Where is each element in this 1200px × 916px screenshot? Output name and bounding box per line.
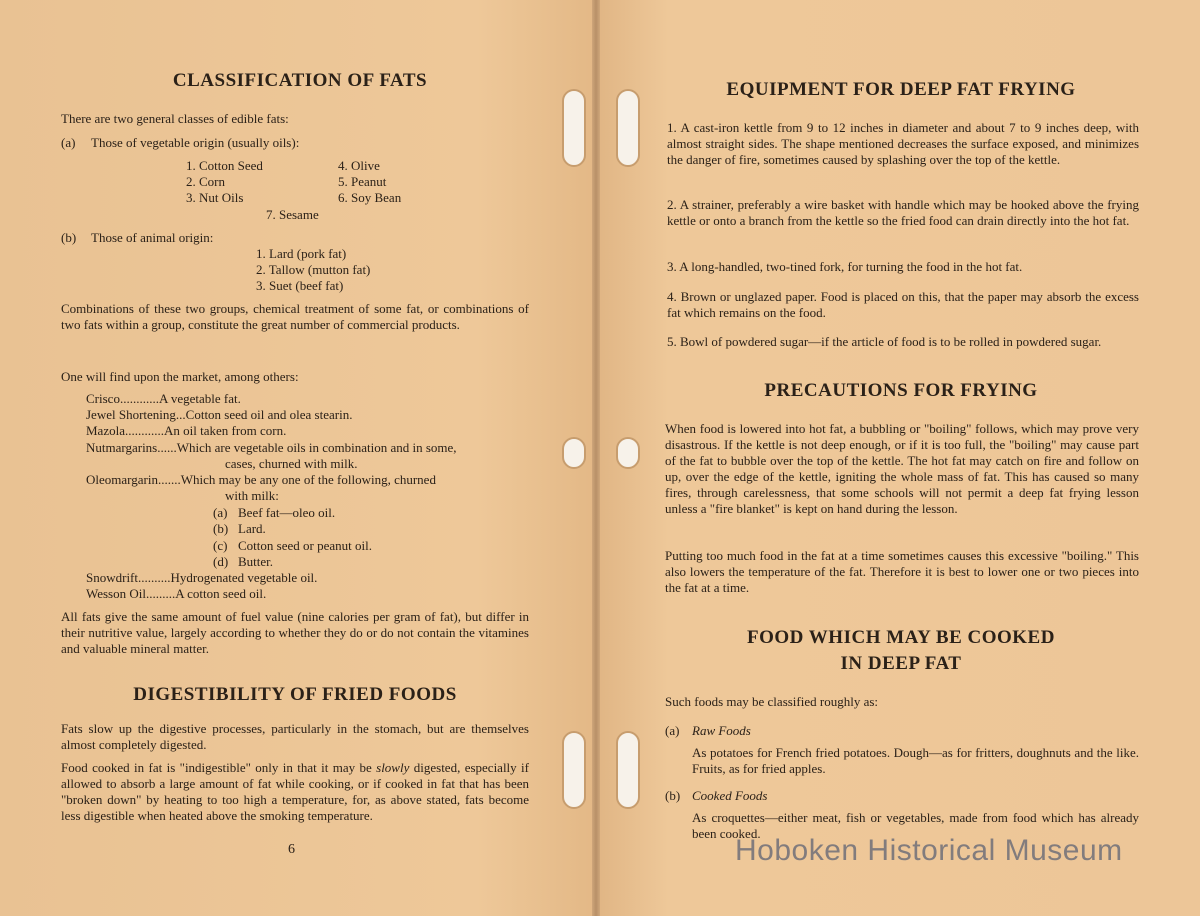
- left-page: [0, 0, 596, 916]
- product-desc-cont: cases, churned with milk.: [225, 456, 358, 471]
- class-b-label: (b): [61, 230, 77, 245]
- class-a-label: (a): [61, 135, 76, 150]
- product-dots: .........: [145, 586, 176, 601]
- product-desc: Cotton seed oil and olea stearin.: [185, 407, 353, 422]
- product-desc: Which are vegetable oils in combination and in some,: [176, 440, 457, 455]
- digestibility-paragraph-2: [61, 760, 529, 824]
- product-name: Nutmargarins: [86, 440, 158, 455]
- right-page: [596, 0, 1200, 916]
- veg-item: 3. Nut Oils: [186, 190, 244, 205]
- animal-item: 1. Lard (pork fat): [256, 246, 347, 261]
- fuel-value-paragraph: All fats give the same amount of fuel value (nine calories per gram of fat), but differ in their nutritive value, largely according to whether they do or do not contain the vitamines and valuable mineral matter.: [61, 609, 529, 656]
- digestibility-heading: DIGESTIBILITY OF FRIED FOODS: [133, 684, 457, 705]
- product-desc: A cotton seed oil.: [175, 586, 267, 601]
- equipment-item-1: 1. A cast-iron kettle from 9 to 12 inches in diameter and about 7 to 9 inches deep, with almost straight sides. The shape mentioned decreases the surface exposed, and minimizes the danger of fire, sometimes caused by splashing over the top of the kettle.: [667, 120, 1139, 167]
- binding-hole: [562, 731, 586, 809]
- product-dots: .......: [157, 472, 181, 487]
- page-number: 6: [288, 842, 295, 857]
- binding-hole: [616, 731, 640, 809]
- veg-item: 4. Olive: [338, 158, 380, 173]
- product-desc: An oil taken from corn.: [163, 423, 287, 438]
- precautions-paragraph-2: Putting too much food in the fat at a time sometimes causes this excessive "boiling." This also lowers the temperature of the fat. Therefore it is best to lower one or two pieces into the fat at a time.: [665, 548, 1139, 595]
- oleo-text: Butter.: [238, 554, 274, 569]
- veg-item: 2. Corn: [186, 174, 225, 189]
- class-a-text: Those of vegetable origin (usually oils):: [91, 135, 300, 150]
- product-name: Jewel Shortening: [86, 407, 176, 422]
- product-desc: Which may be any one of the following, churned: [180, 472, 436, 487]
- food-heading-line-2: IN DEEP FAT: [840, 653, 962, 674]
- equipment-item-5: 5. Bowl of powdered sugar—if the article of food is to be rolled in powdered sugar.: [667, 334, 1102, 349]
- equipment-heading: EQUIPMENT FOR DEEP FAT FRYING: [726, 79, 1076, 100]
- dig2-emphasis: slowly: [376, 760, 410, 775]
- precautions-heading: PRECAUTIONS FOR FRYING: [764, 380, 1038, 401]
- precautions-paragraph-1: When food is lowered into hot fat, a bubbling or "boiling" follows, which may prove very disastrous. If the kettle is not deep enough, or if it is too full, the "boiling" may cause part of the fat to bubble over the top of the kettle. The hot fat may catch on fire and follow on up, over the edge of the kettle, igniting the whole mass of fat. This has caused so many fires, through carelessness, that some schools will not permit a deep fat frying lesson unless a "fire blanket" is kept on hand during the lesson.: [665, 421, 1139, 516]
- oleo-label: (d): [213, 554, 229, 569]
- combinations-paragraph: Combinations of these two groups, chemical treatment of some fat, or combinations of two fats within a group, constitute the great number of commercial products.: [61, 301, 529, 332]
- veg-item: 5. Peanut: [338, 174, 387, 189]
- binding-hole: [616, 89, 640, 167]
- product-row: [86, 586, 266, 602]
- product-dots: ......: [157, 440, 177, 455]
- oleo-label: (c): [213, 538, 228, 553]
- raw-foods-text: As potatoes for French fried potatoes. Dough—as for fritters, doughnuts and the like. Fruits, as for fried apples.: [692, 745, 1139, 776]
- equipment-item-4: 4. Brown or unglazed paper. Food is placed on this, that the paper may absorb the excess fat which remains on the food.: [667, 289, 1139, 320]
- market-intro: One will find upon the market, among others:: [61, 369, 299, 384]
- product-dots: ............: [119, 391, 159, 406]
- intro-text: There are two general classes of edible fats:: [61, 111, 289, 126]
- product-name: Crisco: [86, 391, 120, 406]
- binding-hole: [616, 437, 640, 469]
- product-name: Mazola: [86, 423, 125, 438]
- oleo-label: (a): [213, 505, 228, 520]
- oleo-text: Lard.: [238, 521, 266, 536]
- cooked-foods-title: Cooked Foods: [692, 788, 768, 803]
- product-row: [86, 407, 352, 423]
- product-row: [86, 570, 317, 586]
- dig2-part-a: Food cooked in fat is "indigestible" only in that it may be: [61, 760, 377, 775]
- veg-item: 7. Sesame: [266, 207, 319, 222]
- product-row: [86, 391, 241, 407]
- product-dots: ............: [124, 423, 164, 438]
- equipment-item-3: 3. A long-handled, two-tined fork, for turning the food in the hot fat.: [667, 259, 1023, 274]
- digestibility-paragraph-1: Fats slow up the digestive processes, particularly in the stomach, but are themselves almost completely digested.: [61, 721, 529, 752]
- product-dots: ...: [175, 407, 186, 422]
- product-name: Snowdrift: [86, 570, 138, 585]
- raw-foods-title: Raw Foods: [692, 723, 751, 738]
- product-desc-cont: with milk:: [225, 488, 279, 503]
- product-row: [86, 440, 457, 456]
- product-dots: ..........: [138, 570, 171, 585]
- animal-item: 2. Tallow (mutton fat): [256, 262, 371, 277]
- classification-heading: CLASSIFICATION OF FATS: [172, 70, 428, 91]
- binding-hole: [562, 437, 586, 469]
- product-name: Oleomargarin: [86, 472, 158, 487]
- animal-item: 3. Suet (beef fat): [256, 278, 344, 293]
- product-row: [86, 423, 286, 439]
- dig2-part-b: digested, especially if allowed to absorb a large amount of fat while cooking, or if cooked in fat that has been "broken down" by heating to too high a temperature, for, as above stated, fats become less digestible when heated above the smoking temperature.: [61, 760, 529, 823]
- equipment-item-2: 2. A strainer, preferably a wire basket with handle which may be hooked above the frying kettle or onto a branch from the kettle so the fried food can drain directly into the hot fat.: [667, 197, 1139, 228]
- binding-hole: [562, 89, 586, 167]
- product-name: Wesson Oil: [86, 586, 146, 601]
- binding-gutter: [592, 0, 600, 916]
- classify-intro: Such foods may be classified roughly as:: [665, 694, 879, 709]
- oleo-text: Beef fat—oleo oil.: [238, 505, 336, 520]
- museum-watermark: Hoboken Historical Museum: [735, 834, 1123, 867]
- product-row: [86, 472, 436, 488]
- class-b-text: Those of animal origin:: [91, 230, 214, 245]
- veg-item: 1. Cotton Seed: [186, 158, 263, 173]
- oleo-label: (b): [213, 521, 229, 536]
- veg-item: 6. Soy Bean: [338, 190, 402, 205]
- cooked-foods-text: As croquettes—either meat, fish or vegetables, made from food which has already been cooked.: [692, 810, 1139, 841]
- cooked-foods-label: (b): [665, 788, 681, 803]
- oleo-text: Cotton seed or peanut oil.: [238, 538, 372, 553]
- raw-foods-label: (a): [665, 723, 680, 738]
- product-desc: Hydrogenated vegetable oil.: [170, 570, 318, 585]
- product-desc: A vegetable fat.: [158, 391, 241, 406]
- food-heading-line-1: FOOD WHICH MAY BE COOKED: [747, 627, 1055, 648]
